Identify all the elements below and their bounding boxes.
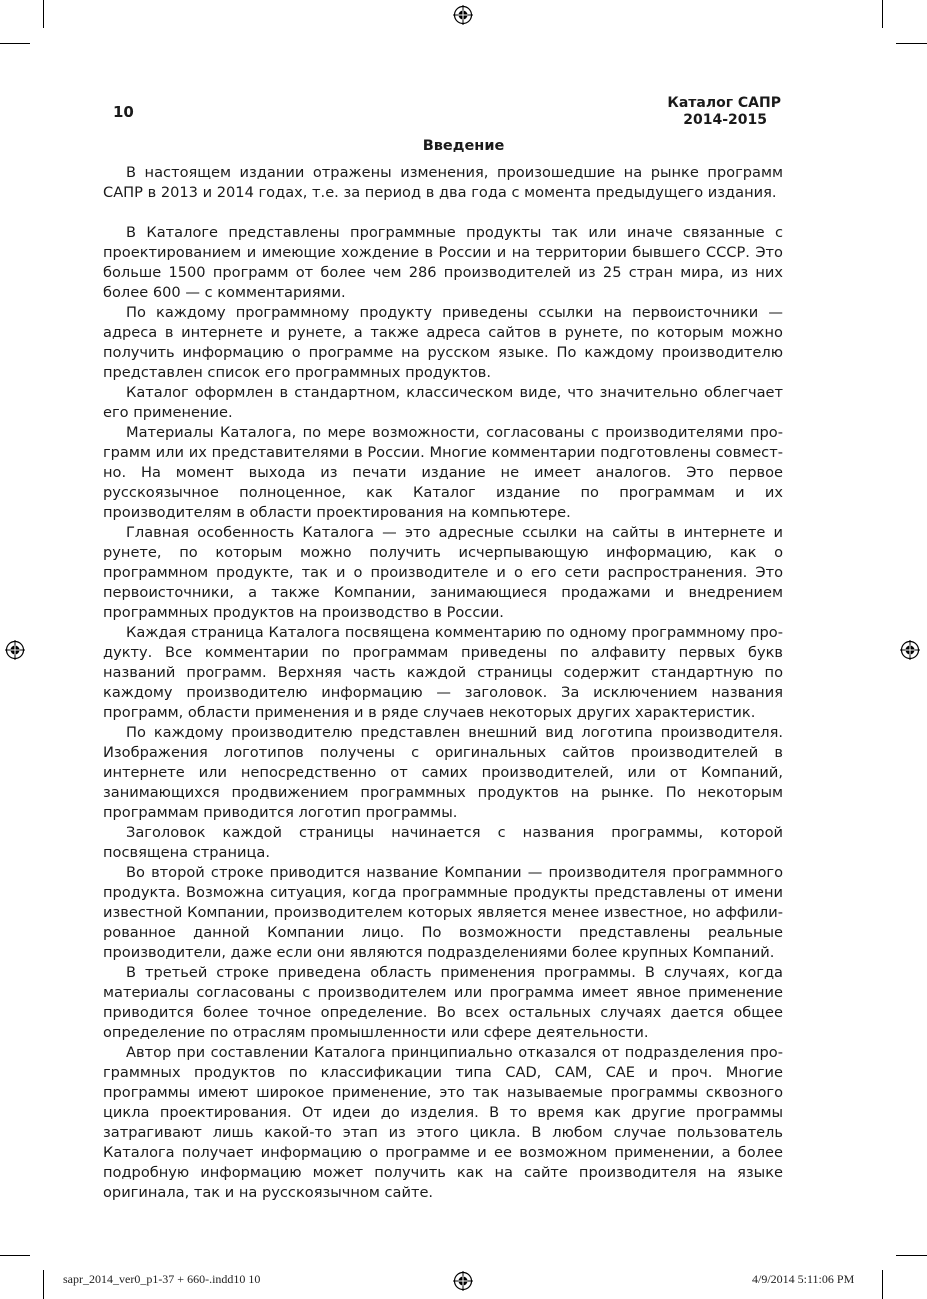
paragraph: В третьей строке приведена область применения программы. В случаях, когда материалы согласованы с производителем или программа имеет явное применение приводится более точное определение. Во всех остальных случаях дается общее определение по отраслям промышленности или сфере деятельности.: [103, 964, 783, 1041]
registration-mark-icon: [453, 5, 473, 25]
crop-mark: [43, 1270, 44, 1299]
crop-mark: [896, 1255, 927, 1256]
registration-mark-icon: [5, 640, 25, 660]
registration-mark-icon: [900, 640, 920, 660]
body-text: [103, 163, 783, 1203]
paragraph: Каталог оформлен в стандартном, классическом виде, что значительно облегчает его применение.: [103, 384, 783, 421]
slug-timestamp: 4/9/2014 5:11:06 PM: [752, 1272, 855, 1286]
paragraph: В настоящем издании отражены изменения, произошедшие на рынке программ САПР в 2013 и 2014 годах, т.е. за период в два года с момента предыдущего издания.: [103, 164, 783, 201]
crop-mark: [896, 43, 927, 44]
paragraph: Главная особенность Каталога — это адресные ссылки на сайты в интернете и рунете, по которым можно получить исчерпывающую информацию, как о программном продукте, так и о производителе и о его сети распространения. Это первоисточники, а также Компании, занимающиеся продажами и внедрением программных продуктов на производство в России.: [103, 524, 783, 621]
paragraph: Материалы Каталога, по мере возможности, согласованы с производителями программ или их представителями в России. Многие комментарии подготовлены совместно. На момент выхода из печати издание не имеет аналогов. Это первое русскоязычное полноценное, как Каталог издание по программам и их производителям в области проектирования на компьютере.: [103, 424, 783, 521]
paragraph: Во второй строке приводится название Компании — производителя программного продукта. Возможна ситуация, когда программные продукты представлены от имени известной Компании, производителем которых является менее известное, но аффилированное данной Компании лицо. По возможности представлены реальные производители, даже если они являются подразделениями более крупных Компаний.: [103, 864, 783, 961]
paragraph: Каждая страница Каталога посвящена комментарию по одному программному продукту. Все комментарии по программам приведены по алфавиту первых букв названий программ. Верхняя часть каждой страницы содержит стандартную по каждому производителю информацию — заголовок. За исключением названия программ, области применения и в ряде случаев некоторых других характеристик.: [103, 624, 783, 721]
section-title: Введение: [422, 138, 505, 154]
paragraph: В Каталоге представлены программные продукты так или иначе связанные с проектированием и имеющие хождение в России и на территории бывшего СССР. Это больше 1500 программ от более чем 286 производителей из 25 стран мира, из них более 600 — с комментариями.: [103, 224, 783, 301]
paragraph: Автор при составлении Каталога принципиально отказался от подразделения программных продуктов по классификации типа CAD, CAM, CAE и проч. Многие программы имеют широкое применение, это так называемые программы сквозного цикла проектирования. От идеи до изделия. В то время как другие программы затрагивают лишь какой-то этап из этого цикла. В любом случае пользователь Каталога получает информацию о программе и ее возможном применении, а более подробную информацию может получить как на сайте производителя на языке оригинала, так и на русскоязычном сайте.: [103, 1044, 783, 1201]
paragraph: По каждому производителю представлен внешний вид логотипа производителя. Изображения логотипов получены с оригинальных сайтов производителей в интернете или непосредственно от самих производителей, или от Компаний, занимающихся продвижением программных продуктов на рынке. По некоторым программам приводится логотип программы.: [103, 724, 783, 821]
registration-mark-icon: [453, 1271, 473, 1291]
paragraph: Заголовок каждой страницы начинается с названия программы, которой посвящена страница.: [103, 824, 783, 861]
catalog-title: Каталог САПР: [667, 95, 781, 111]
page-number: 10: [113, 103, 134, 121]
paragraph: По каждому программному продукту приведены ссылки на первоисточники — адреса в интернете и рунете, а также адреса сайтов в рунете, по которым можно получить информацию о программе на русском языке. По каждому производителю представлен список его программных продуктов.: [103, 304, 783, 381]
crop-mark: [882, 0, 883, 28]
crop-mark: [882, 1270, 883, 1299]
crop-mark: [43, 0, 44, 28]
slug-file-info: sapr_2014_ver0_p1-37 + 660-.indd10 10: [63, 1272, 261, 1286]
crop-mark: [0, 43, 30, 44]
running-header: [621, 95, 781, 129]
crop-mark: [0, 1255, 30, 1256]
catalog-years: 2014-2015: [683, 112, 767, 128]
